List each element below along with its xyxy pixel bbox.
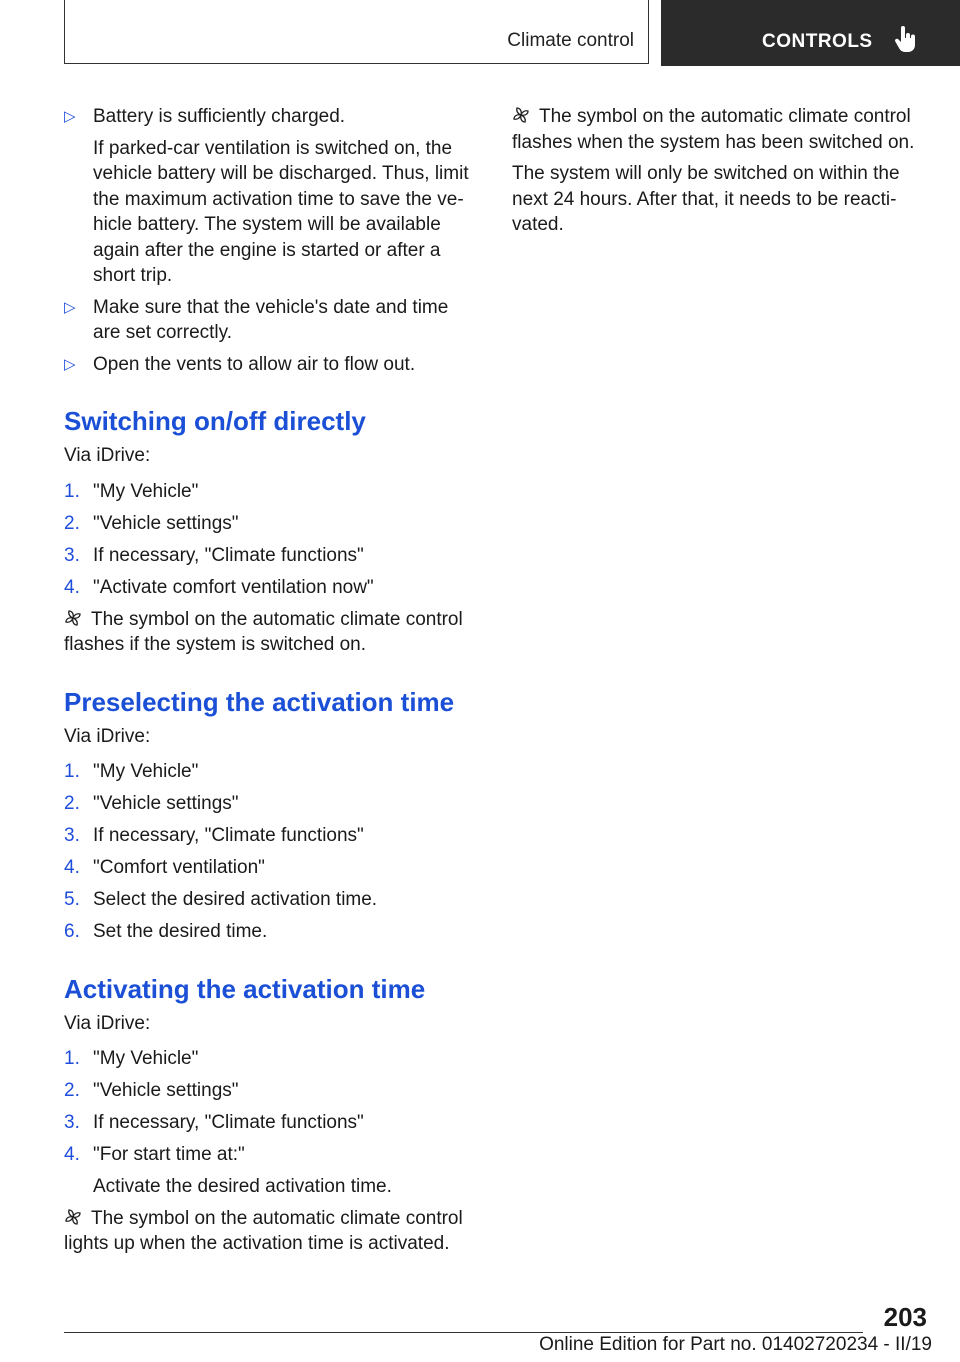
section-heading: Activating the activation time xyxy=(64,973,426,1004)
note-text: The symbol on the automatic climate control flashes if the system is switched on. xyxy=(64,608,463,655)
step-number: 3. xyxy=(64,825,80,846)
step-text: "Vehicle settings" xyxy=(93,1080,239,1101)
step-item xyxy=(64,1110,474,1136)
step-text: "Activate comfort ventilation now" xyxy=(93,576,374,598)
step-text: Set the desired time. xyxy=(93,921,268,942)
step-text: "My Vehicle" xyxy=(93,1048,199,1069)
step-list xyxy=(64,759,474,945)
step-number: 4. xyxy=(64,576,80,598)
step-item xyxy=(64,479,474,505)
step-number: 4. xyxy=(64,857,80,878)
edition-text: Online Edition for Part no. 01402720234 - II/19 xyxy=(539,1334,932,1355)
step-item xyxy=(64,1142,474,1199)
step-number: 3. xyxy=(64,544,80,566)
step-item xyxy=(64,1078,474,1104)
section-heading: Switching on/off directly xyxy=(64,406,366,436)
triangle-bullet-icon: ▷ xyxy=(64,355,76,373)
step-item xyxy=(64,855,474,881)
step-number: 2. xyxy=(64,1080,80,1101)
step-number: 2. xyxy=(64,793,80,814)
step-item xyxy=(64,919,474,945)
fan-icon xyxy=(64,1208,82,1226)
step-item xyxy=(64,511,474,537)
bullet-item xyxy=(64,352,474,378)
step-number: 1. xyxy=(64,1048,80,1069)
triangle-bullet-icon: ▷ xyxy=(64,298,76,316)
step-item xyxy=(64,759,474,785)
bullet-item xyxy=(64,295,474,346)
step-item xyxy=(64,575,474,601)
step-number: 2. xyxy=(64,512,80,534)
section-heading: Preselecting the activation time xyxy=(64,686,455,717)
step-item xyxy=(64,1046,474,1072)
step-list xyxy=(64,1046,474,1199)
via-label: Via iDrive: xyxy=(64,725,151,747)
bullet-text: Open the vents to allow air to flow out. xyxy=(93,353,416,375)
bullet-text: Battery is sufficiently charged. xyxy=(93,106,346,127)
step-text: Select the desired activation time. xyxy=(93,889,378,910)
step-subtext: Activate the desired activation time. xyxy=(93,1175,392,1197)
fan-note xyxy=(512,104,922,155)
header-tab-controls xyxy=(661,0,960,66)
footer-divider xyxy=(64,1332,863,1333)
fan-icon xyxy=(512,106,530,124)
section-title: Climate control xyxy=(507,30,634,51)
pointing-hand-icon xyxy=(894,26,918,54)
step-text: "My Vehicle" xyxy=(93,480,199,502)
step-item xyxy=(64,791,474,817)
step-text: If necessary, "Climate functions" xyxy=(93,825,364,846)
paragraph: The system will only be switched on within the next 24 hours. After that, it needs to be reactivated. xyxy=(512,163,900,235)
step-text: "Vehicle settings" xyxy=(93,793,239,814)
step-text: If necessary, "Climate functions" xyxy=(93,1112,364,1133)
step-text: If necessary, "Climate functions" xyxy=(93,544,364,566)
note-text: The symbol on the automatic climate control flashes when the system has been switched on. xyxy=(512,106,915,153)
step-list xyxy=(64,479,474,601)
tab-label: CONTROLS xyxy=(762,31,873,52)
step-item xyxy=(64,823,474,849)
step-number: 3. xyxy=(64,1112,80,1133)
step-number: 4. xyxy=(64,1144,80,1165)
header-section-box xyxy=(64,0,649,64)
fan-icon xyxy=(64,609,82,627)
triangle-bullet-icon: ▷ xyxy=(64,108,76,125)
step-number: 6. xyxy=(64,921,80,942)
step-number: 5. xyxy=(64,889,80,910)
step-text: "Comfort ventilation" xyxy=(93,857,265,878)
page-header xyxy=(0,0,960,66)
step-number: 1. xyxy=(64,480,80,502)
step-item xyxy=(64,887,474,913)
step-text: "My Vehicle" xyxy=(93,761,199,782)
bullet-text: Make sure that the vehicle's date and time are set correctly. xyxy=(93,296,449,343)
note-text: The symbol on the automatic climate control lights up when the activation time is activated. xyxy=(64,1207,463,1254)
right-column xyxy=(512,104,922,244)
fan-note xyxy=(64,1206,474,1257)
step-text: "Vehicle settings" xyxy=(93,512,239,534)
fan-note xyxy=(64,607,474,658)
via-label: Via iDrive: xyxy=(64,1012,151,1034)
bullet-detail: If parked-car ventilation is switched on, the vehicle battery will be discharged. Thus, limit the maximum activation time to save the vehicle battery. The system will be available again after the engine is started or after a short trip. xyxy=(93,137,469,286)
page-number: 203 xyxy=(883,1302,927,1332)
left-column xyxy=(64,104,474,1263)
bullet-item xyxy=(64,104,474,289)
step-text: "For start time at:" xyxy=(93,1144,245,1165)
via-label: Via iDrive: xyxy=(64,445,151,466)
step-number: 1. xyxy=(64,761,80,782)
step-item xyxy=(64,543,474,569)
